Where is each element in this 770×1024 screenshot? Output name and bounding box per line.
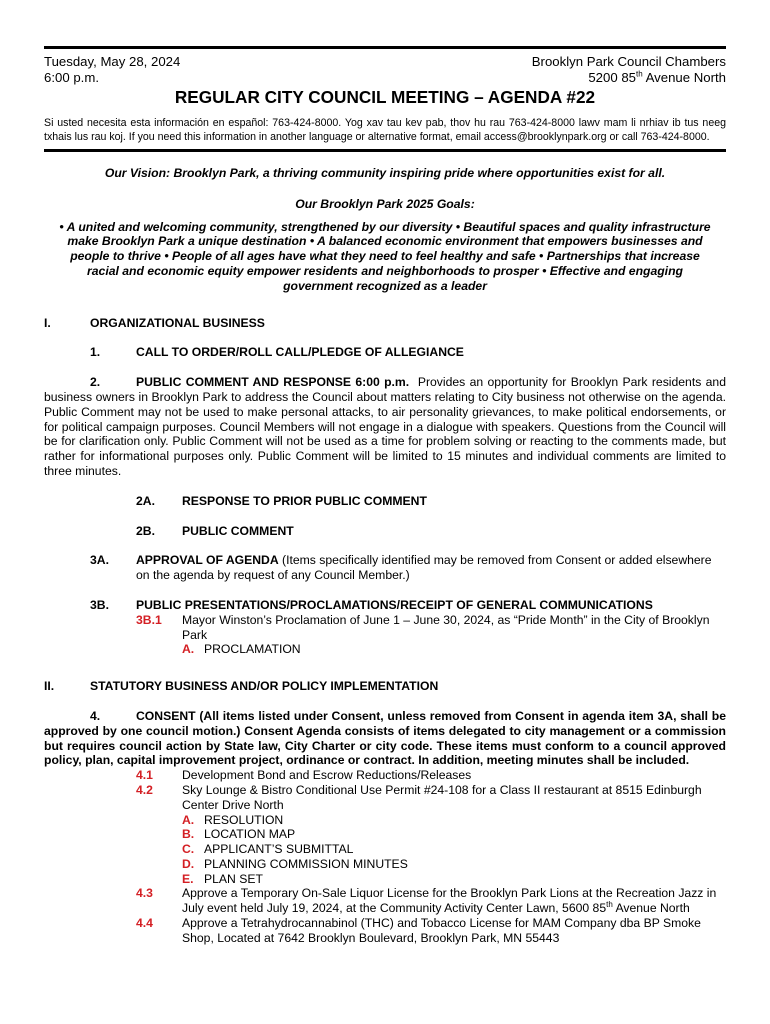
header-rule xyxy=(44,149,726,152)
item-description: Sky Lounge & Bistro Conditional Use Permit #24-108 for a Class II restaurant at 8515 Edinburgh Center Drive North xyxy=(182,782,702,812)
item-description: CONSENT (All items listed under Consent, unless removed from Consent in agenda item 3A, shall be approved by one council motion.) Consent Agenda consists of items delegated to city management or a commission but requires council action by State law, City Charter or city code. These items must conform to a council approved policy, plan, capital improvement project, ordinance or contract. In addition, meeting minutes shall be included. xyxy=(44,708,726,768)
agenda-item-2a xyxy=(44,494,726,509)
item-number: 3B.1 xyxy=(136,612,162,627)
agenda-item-3b1 xyxy=(44,613,726,643)
attachment-letter: D. xyxy=(182,856,195,871)
item-number: 3B. xyxy=(90,597,109,612)
section-organizational-business xyxy=(44,316,726,331)
section-number: I. xyxy=(44,315,51,330)
agenda-item-2 xyxy=(44,375,726,479)
meeting-header xyxy=(44,54,726,85)
attachment-label: APPLICANT’S SUBMITTAL xyxy=(204,842,354,857)
item-number: 2B. xyxy=(136,523,155,538)
goals-title: Our Brooklyn Park 2025 Goals: xyxy=(295,196,475,211)
item-number: 4.4 xyxy=(136,916,153,931)
item-title: CALL TO ORDER/ROLL CALL/PLEDGE OF ALLEGIANCE xyxy=(136,345,464,360)
page-title: REGULAR CITY COUNCIL MEETING – AGENDA #22 xyxy=(174,87,596,107)
meeting-datetime xyxy=(44,54,180,85)
agenda-item-4 xyxy=(44,709,726,768)
location-address: 5200 85th Avenue North xyxy=(588,69,726,85)
consent-item-4-2 xyxy=(44,783,726,813)
item-title: APPROVAL OF AGENDA xyxy=(136,553,279,568)
agenda-page xyxy=(44,46,726,946)
attachment-label: LOCATION MAP xyxy=(204,827,296,842)
attachment-label: RESOLUTION xyxy=(204,812,284,827)
agenda-item-1 xyxy=(44,345,726,360)
section-number: II. xyxy=(44,679,55,694)
agenda-item-3b xyxy=(44,598,726,613)
consent-item-4-1 xyxy=(44,768,726,783)
attachment-letter: A. xyxy=(182,812,195,827)
item-description: Mayor Winston’s Proclamation of June 1 – June 30, 2024, as “Pride Month” in the City of Brooklyn Park xyxy=(182,612,710,642)
item-description: Approve a Tetrahydrocannabinol (THC) and Tobacco License for MAM Company dba BP Smoke Shop, Located at 7642 Brooklyn Boulevard, Brooklyn Park, MN 55443 xyxy=(182,916,701,945)
attachment-label: PLANNING COMMISSION MINUTES xyxy=(204,856,408,871)
attachment-item[interactable] xyxy=(44,813,726,828)
attachment-item[interactable] xyxy=(44,857,726,872)
section-title: STATUTORY BUSINESS AND/OR POLICY IMPLEMENTATION xyxy=(90,679,439,694)
top-rule xyxy=(44,46,726,49)
attachment-label: PLAN SET xyxy=(204,871,263,886)
section-statutory-business xyxy=(44,679,726,694)
item-title: PUBLIC COMMENT AND RESPONSE 6:00 p.m. xyxy=(136,375,410,390)
attachment-letter: C. xyxy=(182,842,195,857)
attachment-letter: A. xyxy=(182,642,195,657)
consent-item-4-3 xyxy=(44,886,726,916)
consent-item-4-4 xyxy=(44,916,726,946)
meeting-time: 6:00 p.m. xyxy=(44,69,99,85)
attachment-item[interactable] xyxy=(44,872,726,887)
goals-list: • A united and welcoming community, strengthened by our diversity • Beautiful spaces and quality infrastructure make Brooklyn Park a unique destination • A balanced economic environment that empowers businesses and people to thrive • People of all ages have what they need to feel healthy and safe • Partnerships that increase racial and economic equity empower residents and neighborhoods to prosper • Effective and engaging government recognized as a leader xyxy=(59,219,711,293)
language-notice: Si usted necesita esta información en español: 763-424-8000. Yog xav tau kev pab, thov hu rau 763-424-8000 lawv mam li nrhiav ib tus neeg txhais lus rau koj. If you need this information in another language or alternative format, email access@brooklynpark.org or call 763-424-8000. xyxy=(44,117,726,143)
item-description: Development Bond and Escrow Reductions/Releases xyxy=(182,768,472,783)
item-title: PUBLIC PRESENTATIONS/PROCLAMATIONS/RECEIPT OF GENERAL COMMUNICATIONS xyxy=(136,597,653,612)
attachment-item[interactable] xyxy=(44,642,726,657)
attachment-item[interactable] xyxy=(44,842,726,857)
attachment-label: PROCLAMATION xyxy=(204,642,301,657)
item-title: RESPONSE TO PRIOR PUBLIC COMMENT xyxy=(182,493,427,508)
item-description: (Items specifically identified may be removed from Consent or added elsewhere on the agenda by request of any Council Member.) xyxy=(136,553,712,583)
meeting-location xyxy=(532,54,726,85)
meeting-date: Tuesday, May 28, 2024 xyxy=(44,54,181,69)
item-number: 3A. xyxy=(90,553,109,568)
item-number: 2. xyxy=(90,375,101,390)
item-title: PUBLIC COMMENT xyxy=(182,523,294,538)
item-number: 4. xyxy=(90,708,101,723)
attachment-item[interactable] xyxy=(44,827,726,842)
item-number: 4.3 xyxy=(136,886,153,901)
attachment-letter: B. xyxy=(182,827,195,842)
section-title: ORGANIZATIONAL BUSINESS xyxy=(90,315,265,330)
agenda-item-3a xyxy=(44,553,726,583)
item-number: 2A. xyxy=(136,493,155,508)
vision-statement: Our Vision: Brooklyn Park, a thriving community inspiring pride where opportunities exist for all. xyxy=(104,166,666,180)
item-description: Provides an opportunity for Brooklyn Park residents and business owners in Brooklyn Park to address the Council about matters relating to City business not otherwise on the agenda. Public Comment may not be used to make personal attacks, to air personality grievances, to make political endorsements, or for political campaign purposes. Council Members will not engage in a dialogue with speakers. Questions from the Council will be for clarification only. Public Comment will not be used as a time for problem solving or reacting to the comments made, but rather for informational purposes only. Public Comment will be limited to 15 minutes and individual comments are limited to three minutes. xyxy=(44,375,726,478)
item-number: 4.2 xyxy=(136,782,153,797)
item-description: Approve a Temporary On-Sale Liquor License for the Brooklyn Park Lions at the Recreation Jazz in July event held July 19, 2024, at the Community Activity Center Lawn, 5600 85th Avenue North xyxy=(182,886,717,916)
item-number: 4.1 xyxy=(136,768,153,783)
agenda-item-2b xyxy=(44,524,726,539)
item-number: 1. xyxy=(90,345,101,360)
attachment-letter: E. xyxy=(182,871,194,886)
location-name: Brooklyn Park Council Chambers xyxy=(531,54,726,69)
